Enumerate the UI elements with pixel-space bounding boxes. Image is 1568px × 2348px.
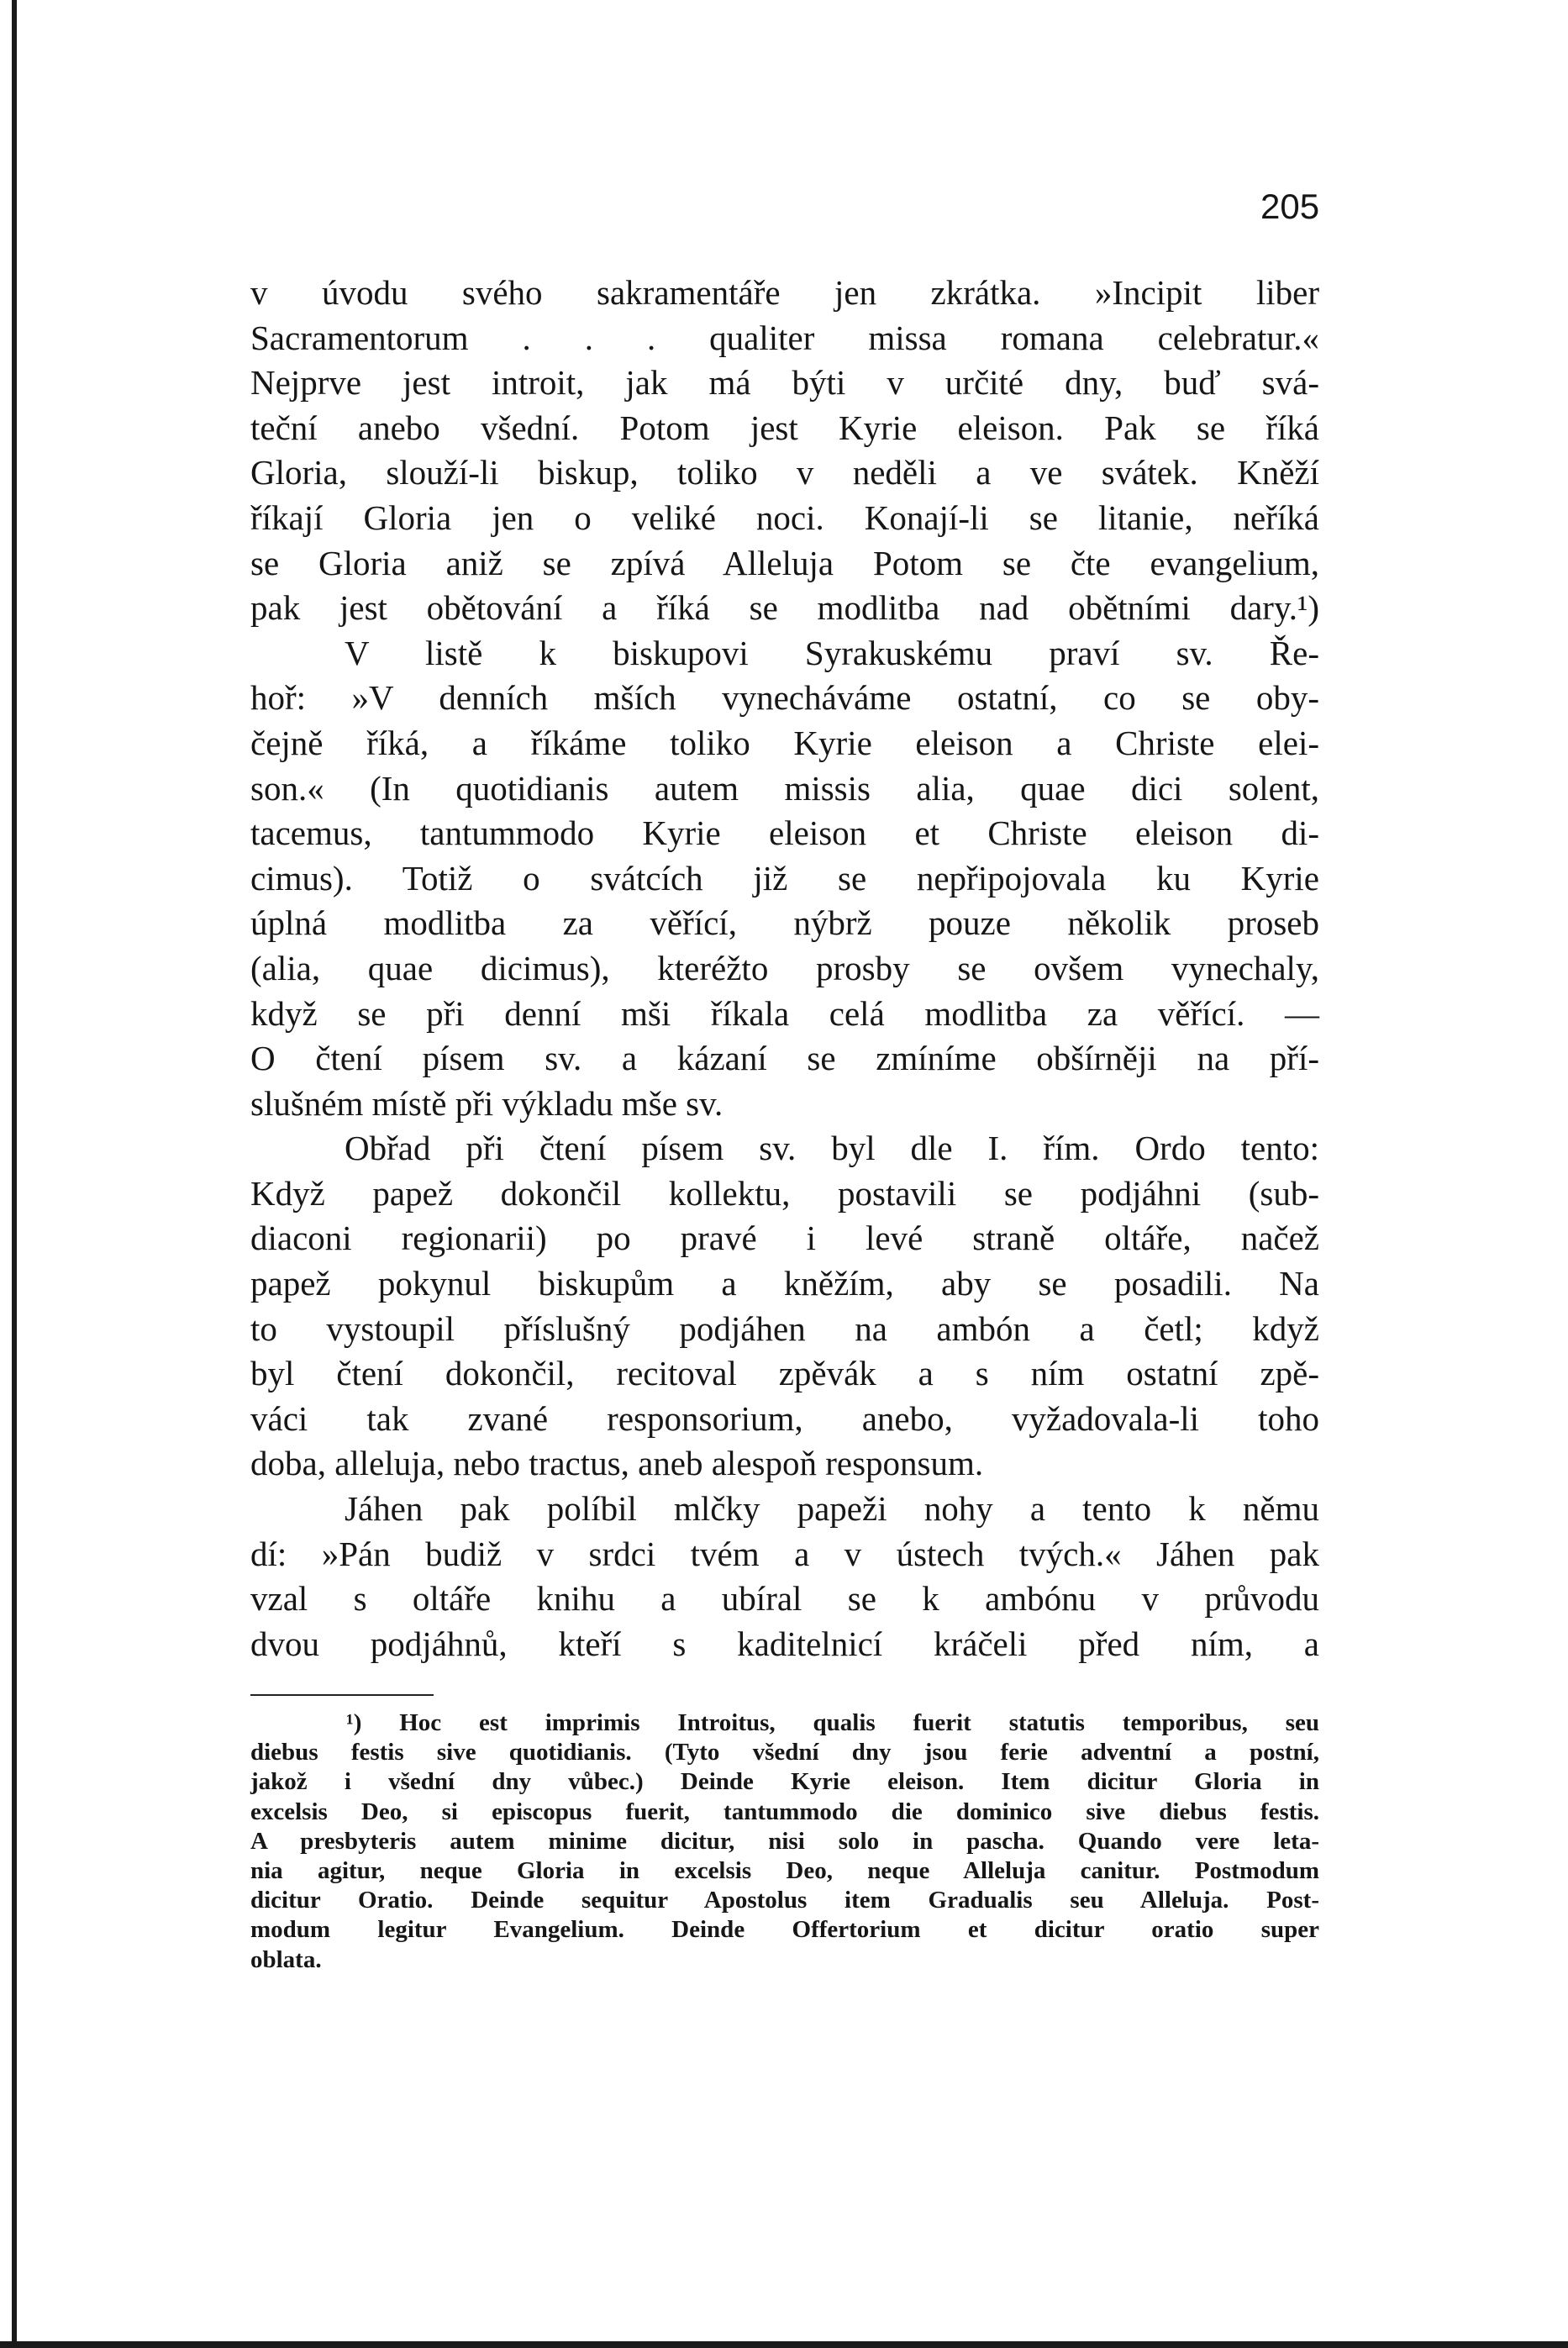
text-line: se Gloria aniž se zpívá Alleluja Potom se čte evangelium, [250,543,1319,582]
text-line: pak jest obětování a říká se modlitba nad obětními dary.¹) [250,588,1319,628]
text-line: byl čtení dokončil, recitoval zpěvák a s ním ostatní zpě- [250,1354,1319,1393]
text-line: vzal s oltáře knihu a ubíral se k ambónu v průvodu [250,1579,1319,1619]
text-line: dí: »Pán budiž v srdci tvém a v ústech tvých.« Jáhen pak [250,1534,1319,1573]
text-line: teční anebo všední. Potom jest Kyrie eleison. Pak se říká [250,408,1319,447]
text-line: hoř: »V denních mších vynecháváme ostatní, co se oby- [250,678,1319,718]
text-line: váci tak zvané responsorium, anebo, vyžadovala-li toho [250,1398,1319,1438]
text-line: Jáhen pak políbil mlčky papeži nohy a tento k němu [345,1489,1319,1529]
text-line: son.« (In quotidianis autem missis alia, quae dici solent, [250,768,1319,808]
footnotes [250,1708,1319,1975]
text-line: papež pokynul biskupům a kněžím, aby se posadili. Na [250,1264,1319,1303]
text-line: Obřad při čtení písem sv. byl dle I. řím. Ordo tento: [345,1129,1319,1168]
footnote-line: modum legitur Evangelium. Deinde Offertorium et dicitur oratio super [250,1916,1319,1944]
footnote-line: ¹) Hoc est imprimis Introitus, qualis fuerit statutis temporibus, seu [346,1709,1319,1736]
text-line: Když papež dokončil kollektu, postavili se podjáhni (sub- [250,1173,1319,1213]
scan-left-edge [12,0,17,2348]
footnote-line: excelsis Deo, si episcopus fuerit, tantummodo die dominico sive diebus festis. [250,1798,1319,1825]
page-number: 205 [1260,187,1320,226]
text-line: Gloria, slouží-li biskup, toliko v neděli a ve svátek. Kněží [250,453,1319,492]
text-line: slušném místě při výkladu mše sv. [250,1083,723,1123]
text-line: v úvodu svého sakramentáře jen zkrátka. »Incipit liber [250,273,1319,312]
text-line: to vystoupil příslušný podjáhen na ambón a četl; když [250,1308,1319,1348]
text-line: čejně říká, a říkáme toliko Kyrie eleison a Christe elei- [250,723,1319,762]
text-line: (alia, quae dicimus), kteréžto prosby se ovšem vynechaly, [250,948,1319,987]
text-line: dvou podjáhnů, kteří s kaditelnicí kráčeli před ním, a [250,1624,1319,1663]
text-line: doba, alleluja, nebo tractus, aneb alespoň responsum. [250,1444,984,1483]
text-line: O čtení písem sv. a kázaní se zmíníme obšírněji na pří- [250,1039,1319,1078]
scan-bottom-edge [0,2341,1568,2348]
footnote-line: dicitur Oratio. Deinde sequitur Apostolus item Gradualis seu Alleluja. Post- [250,1887,1319,1914]
footnote-line: oblata. [250,1945,322,1973]
footnote-line: nia agitur, neque Gloria in excelsis Deo, neque Alleluja canitur. Postmodum [250,1856,1319,1884]
text-line: V listě k biskupovi Syrakuskému praví sv. Ře- [345,633,1319,672]
text-line: Sacramentorum . . . qualiter missa romana celebratur.« [250,318,1319,357]
footnote-line: diebus festis sive quotidianis. (Tyto všední dny jsou ferie adventní a postní, [250,1739,1319,1766]
text-line: tacemus, tantummodo Kyrie eleison et Christe eleison di- [250,813,1319,853]
text-line: Nejprve jest introit, jak má býti v určité dny, buď svá- [250,363,1319,403]
footnote-separator [250,1694,434,1696]
body-text [250,271,1319,1666]
text-line: cimus). Totiž o svátcích již se nepřipojovala ku Kyrie [250,858,1319,898]
footnote-line: A presbyteris autem minime dicitur, nisi solo in pascha. Quando vere leta- [250,1827,1319,1855]
text-line: úplná modlitba za věřící, nýbrž pouze několik proseb [250,903,1319,943]
text-line: diaconi regionarii) po pravé i levé straně oltáře, načež [250,1219,1319,1258]
footnote-line: jakož i všední dny vůbec.) Deinde Kyrie eleison. Item dicitur Gloria in [250,1768,1319,1796]
text-line: říkají Gloria jen o veliké noci. Konají-li se litanie, neříká [250,498,1319,537]
text-line: když se při denní mši říkala celá modlitba za věřící. — [250,993,1319,1033]
